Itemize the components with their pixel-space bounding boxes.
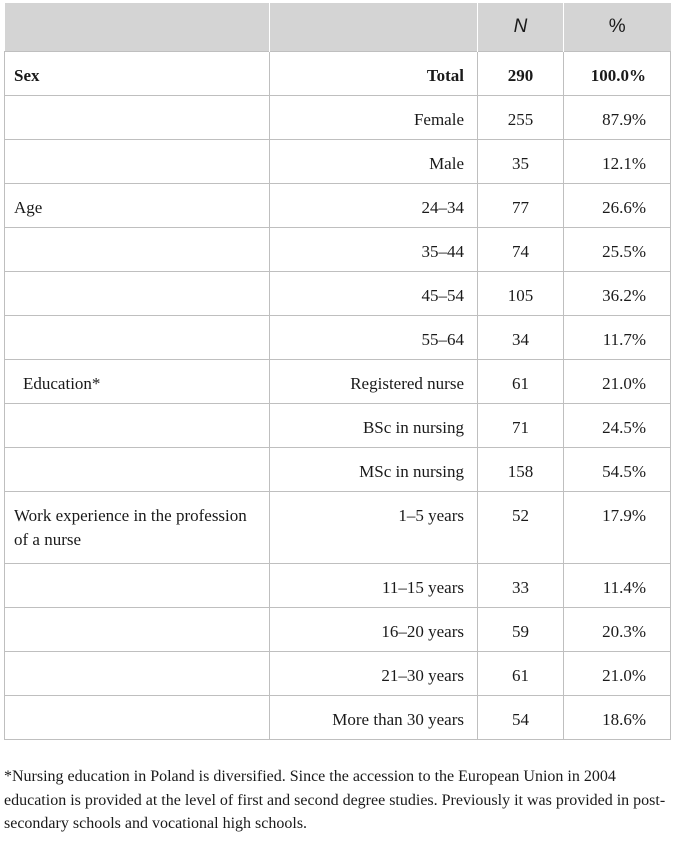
row-category — [5, 564, 270, 608]
row-subcategory: 55–64 — [270, 316, 478, 360]
row-percent: 20.3% — [564, 608, 671, 652]
row-n: 35 — [478, 140, 564, 184]
row-category — [5, 696, 270, 740]
row-percent: 54.5% — [564, 448, 671, 492]
table-footnote: *Nursing education in Poland is diversified. Since the accession to the European Union in 2004 education is provided at the level of first and second degree studies. Previously it was provided in post-secondary schools and vocational high schools. — [4, 768, 666, 832]
table-row — [5, 360, 671, 404]
row-category — [5, 448, 270, 492]
table-row — [5, 608, 671, 652]
row-category: Age — [5, 184, 270, 228]
row-n: 33 — [478, 564, 564, 608]
row-category: Sex — [5, 52, 270, 96]
row-percent: 17.9% — [564, 492, 671, 564]
row-percent: 18.6% — [564, 696, 671, 740]
row-percent: 100.0% — [564, 52, 671, 96]
row-subcategory: More than 30 years — [270, 696, 478, 740]
row-subcategory: 21–30 years — [270, 652, 478, 696]
table-header-row — [5, 3, 671, 52]
row-subcategory: 35–44 — [270, 228, 478, 272]
table-row — [5, 96, 671, 140]
row-category: Work experience in the profession of a nurse — [5, 492, 270, 564]
table-row — [5, 696, 671, 740]
row-subcategory: 16–20 years — [270, 608, 478, 652]
row-subcategory: Registered nurse — [270, 360, 478, 404]
row-category — [5, 652, 270, 696]
table-row — [5, 272, 671, 316]
row-category — [5, 316, 270, 360]
row-n: 77 — [478, 184, 564, 228]
table-row — [5, 652, 671, 696]
table-row — [5, 564, 671, 608]
header-category — [5, 3, 270, 52]
row-percent: 12.1% — [564, 140, 671, 184]
row-percent: 25.5% — [564, 228, 671, 272]
row-n: 59 — [478, 608, 564, 652]
row-subcategory: Female — [270, 96, 478, 140]
table-row — [5, 184, 671, 228]
row-percent: 11.4% — [564, 564, 671, 608]
row-subcategory: MSc in nursing — [270, 448, 478, 492]
row-subcategory: Total — [270, 52, 478, 96]
row-subcategory: BSc in nursing — [270, 404, 478, 448]
row-n: 61 — [478, 652, 564, 696]
row-category — [5, 140, 270, 184]
row-subcategory: 11–15 years — [270, 564, 478, 608]
table-row — [5, 492, 671, 564]
row-n: 74 — [478, 228, 564, 272]
row-percent: 36.2% — [564, 272, 671, 316]
demographics-table — [4, 3, 671, 740]
row-n: 34 — [478, 316, 564, 360]
header-percent: % — [564, 3, 671, 52]
row-n: 54 — [478, 696, 564, 740]
header-subcategory — [270, 3, 478, 52]
header-n: N — [478, 3, 564, 52]
row-n: 52 — [478, 492, 564, 564]
row-n: 71 — [478, 404, 564, 448]
row-percent: 26.6% — [564, 184, 671, 228]
row-category — [5, 608, 270, 652]
row-category — [5, 96, 270, 140]
row-n: 61 — [478, 360, 564, 404]
row-category — [5, 272, 270, 316]
row-percent: 21.0% — [564, 360, 671, 404]
row-percent: 11.7% — [564, 316, 671, 360]
row-percent: 24.5% — [564, 404, 671, 448]
row-category: Education* — [5, 360, 270, 404]
row-percent: 87.9% — [564, 96, 671, 140]
table-row — [5, 404, 671, 448]
row-subcategory: 1–5 years — [270, 492, 478, 564]
table-row — [5, 52, 671, 96]
row-n: 255 — [478, 96, 564, 140]
row-category — [5, 228, 270, 272]
table-row — [5, 228, 671, 272]
row-n: 105 — [478, 272, 564, 316]
table-row — [5, 448, 671, 492]
row-subcategory: 45–54 — [270, 272, 478, 316]
row-subcategory: 24–34 — [270, 184, 478, 228]
row-category — [5, 404, 270, 448]
row-n: 290 — [478, 52, 564, 96]
table-row — [5, 316, 671, 360]
row-percent: 21.0% — [564, 652, 671, 696]
row-subcategory: Male — [270, 140, 478, 184]
row-n: 158 — [478, 448, 564, 492]
table-row — [5, 140, 671, 184]
